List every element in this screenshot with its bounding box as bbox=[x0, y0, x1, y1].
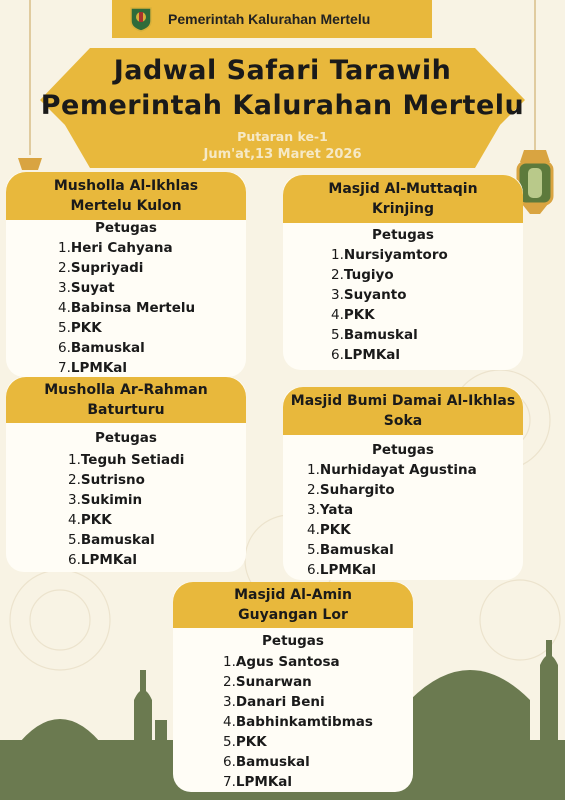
list-item: 3.Suyat bbox=[58, 280, 115, 296]
venue-header bbox=[6, 377, 246, 423]
venue-header bbox=[283, 175, 523, 223]
list-item: 4.PKK bbox=[331, 307, 375, 323]
list-item: 1.Heri Cahyana bbox=[58, 240, 173, 256]
venue-location: Guyangan Lor bbox=[238, 607, 348, 623]
list-item: 6.Bamuskal bbox=[58, 340, 145, 356]
list-item: 3.Suyanto bbox=[331, 287, 407, 303]
member-list bbox=[223, 652, 373, 792]
list-item: 5.PKK bbox=[223, 734, 267, 750]
list-item: 7.LPMKal bbox=[58, 360, 128, 376]
page-title-line2: Pemerintah Kalurahan Mertelu bbox=[40, 90, 525, 121]
venue-header bbox=[283, 387, 523, 435]
venue-header bbox=[6, 172, 246, 220]
list-item: 6.Bamuskal bbox=[223, 754, 310, 770]
member-list bbox=[331, 245, 448, 365]
venue-location: Baturturu bbox=[87, 402, 165, 418]
list-item: 7.LPMKal bbox=[223, 774, 293, 790]
venue-card bbox=[6, 377, 246, 572]
venue-location: Krinjing bbox=[371, 201, 435, 217]
list-item: 4.Babhinkamtibmas bbox=[223, 714, 373, 730]
list-item: 6.LPMKal bbox=[307, 562, 377, 578]
member-list bbox=[68, 450, 184, 570]
list-item: 3.Sukimin bbox=[68, 492, 143, 508]
venue-location: Mertelu Kulon bbox=[70, 198, 182, 214]
regency-emblem-icon bbox=[130, 6, 152, 32]
venue-name: Masjid Al-Amin bbox=[234, 587, 352, 603]
date-label: Jum'at,13 Maret 2026 bbox=[203, 147, 362, 162]
list-item: 4.PKK bbox=[68, 512, 112, 528]
petugas-label: Petugas bbox=[95, 430, 157, 446]
list-item: 1.Teguh Setiadi bbox=[68, 452, 185, 468]
member-list bbox=[58, 238, 195, 378]
venue-name: Masjid Al-Muttaqin bbox=[328, 181, 478, 197]
list-item: 6.LPMKal bbox=[331, 347, 401, 363]
list-item: 3.Danari Beni bbox=[223, 694, 325, 710]
header-bar bbox=[112, 0, 432, 38]
list-item: 1.Nurhidayat Agustina bbox=[307, 462, 477, 478]
venue-card bbox=[283, 175, 523, 370]
list-item: 1.Nursiyamtoro bbox=[331, 247, 448, 263]
venue-card bbox=[6, 172, 246, 377]
list-item: 2.Tugiyo bbox=[331, 267, 394, 283]
list-item: 5.Bamuskal bbox=[331, 327, 418, 343]
list-item: 5.Bamuskal bbox=[68, 532, 155, 548]
venue-header bbox=[173, 582, 413, 628]
petugas-label: Petugas bbox=[95, 220, 157, 236]
list-item: 4.PKK bbox=[307, 522, 351, 538]
list-item: 3.Yata bbox=[307, 502, 354, 518]
venue-name: Masjid Bumi Damai Al-Ikhlas bbox=[290, 393, 516, 409]
list-item: 2.Sutrisno bbox=[68, 472, 145, 488]
venue-name: Musholla Ar-Rahman bbox=[44, 382, 208, 398]
venue-location: Soka bbox=[383, 413, 423, 429]
petugas-label: Petugas bbox=[262, 633, 324, 649]
list-item: 4.Babinsa Mertelu bbox=[58, 300, 196, 316]
round-label: Putaran ke-1 bbox=[237, 129, 328, 144]
list-item: 6.LPMKal bbox=[68, 552, 138, 568]
list-item: 1.Agus Santosa bbox=[223, 654, 340, 670]
list-item: 2.Sunarwan bbox=[223, 674, 312, 690]
list-item: 5.Bamuskal bbox=[307, 542, 394, 558]
venue-card bbox=[283, 387, 523, 580]
petugas-label: Petugas bbox=[372, 227, 434, 243]
venue-name: Musholla Al-Ikhlas bbox=[53, 178, 199, 194]
petugas-label: Petugas bbox=[372, 442, 434, 458]
page-title-line1: Jadwal Safari Tarawih bbox=[113, 55, 452, 86]
list-item: 2.Supriyadi bbox=[58, 260, 144, 276]
member-list bbox=[307, 460, 477, 580]
list-item: 5.PKK bbox=[58, 320, 102, 336]
venue-card bbox=[173, 582, 413, 792]
header-org-name: Pemerintah Kalurahan Mertelu bbox=[168, 11, 371, 27]
list-item: 2.Suhargito bbox=[307, 482, 395, 498]
